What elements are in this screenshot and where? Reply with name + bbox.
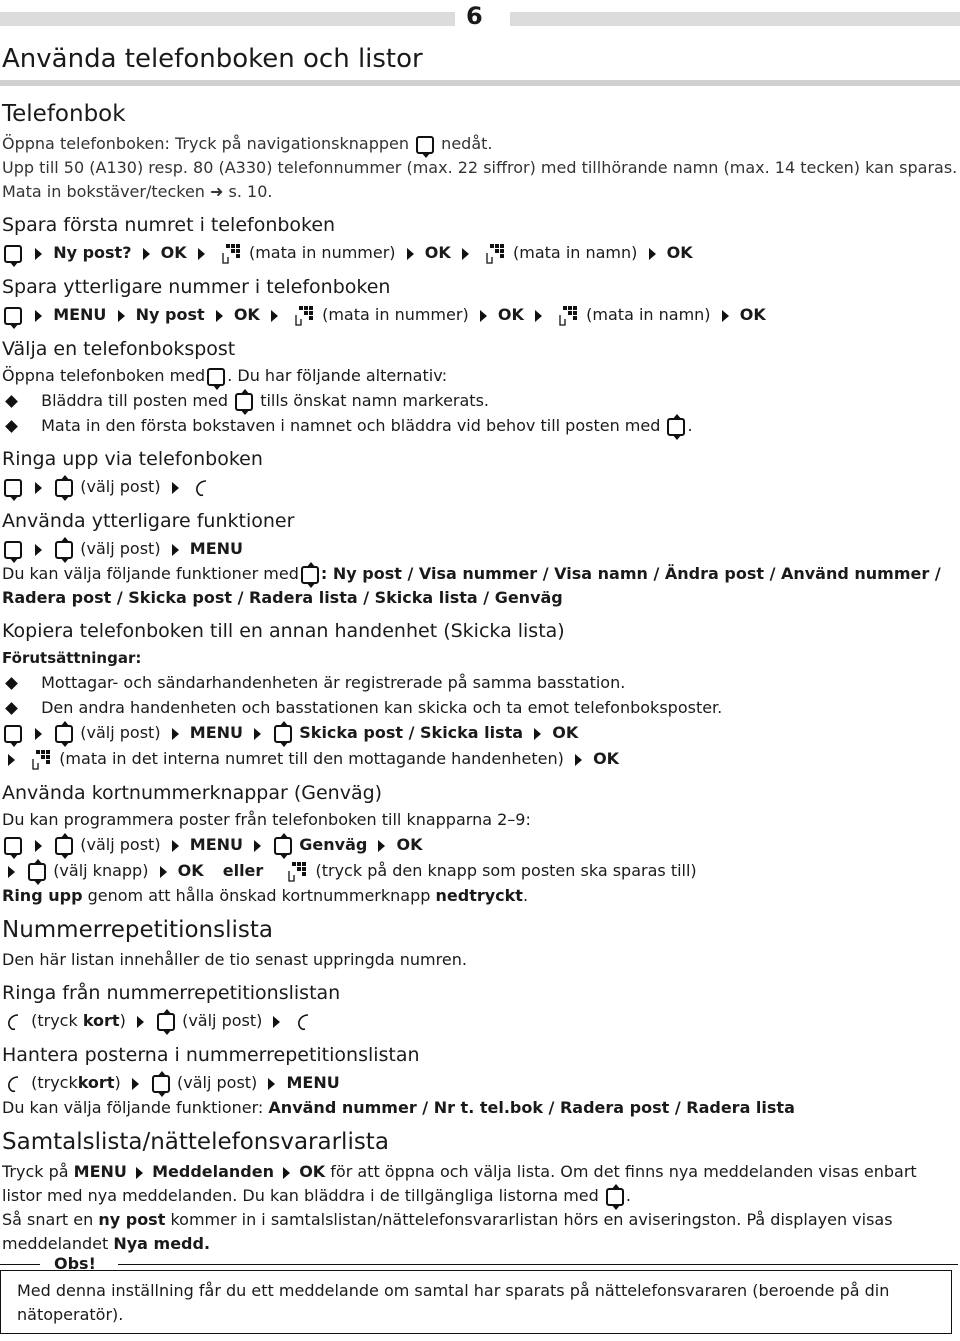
- nav-up-down-icon: [55, 837, 73, 855]
- ok-softkey: OK: [497, 305, 524, 324]
- nav-down-icon: [416, 136, 434, 154]
- heading-kopiera: Kopiera telefonboken till en annan handenhet (Skicka lista): [2, 620, 565, 642]
- nav-up-down-icon: [301, 566, 319, 584]
- step-arrow-icon: [534, 728, 541, 740]
- ringa-nr-sequence: [2, 1008, 960, 1034]
- step-arrow-icon: [35, 482, 42, 494]
- kopiera-bullet2: Den andra handenheten och basstationen kan skicka och ta emot telefonboksposter.: [41, 698, 723, 717]
- step-arrow-icon: [268, 1078, 275, 1090]
- telefonbok-line1: [2, 132, 960, 156]
- step-arrow-icon: [160, 866, 167, 878]
- section-nummerrep: [0, 916, 960, 972]
- funktioner-desc-list: : Ny post / Visa nummer / Visa namn / Ändra post / Använd nummer / Radera post / Skicka post / Radera lista / Skicka lista / Genväg: [2, 564, 941, 607]
- step-arrow-icon: [172, 840, 179, 852]
- kortnummer-ring: [2, 884, 960, 908]
- bullet-diamond-icon: [5, 702, 18, 715]
- nav-up-down-icon: [28, 863, 46, 881]
- step-arrow-icon: [254, 840, 261, 852]
- kopiera-sequence-1: [2, 720, 960, 746]
- step-arrow-icon: [172, 482, 179, 494]
- nav-up-down-icon: [606, 1188, 624, 1206]
- list-item: [2, 695, 960, 720]
- heading-telefonbok: Telefonbok: [2, 101, 126, 127]
- kort-label: kort: [77, 1073, 115, 1092]
- kopiera-forutsattningar: [2, 646, 960, 670]
- menu-softkey: MENU: [189, 539, 243, 558]
- ringa-sequence: [2, 474, 960, 500]
- step-arrow-icon: [535, 310, 542, 322]
- talk-key-icon: [6, 1012, 22, 1032]
- list-item: [2, 670, 960, 695]
- nav-down-icon: [207, 368, 225, 386]
- keypad-icon: [557, 305, 577, 327]
- tryck-text: (tryck: [31, 1073, 78, 1092]
- header-bar-right: [510, 12, 960, 26]
- nedtryckt-label: nedtryckt: [435, 886, 523, 905]
- kopiera-bullet1: Mottagar- och sändarhandenheten är registrerade på samma basstation.: [41, 673, 626, 692]
- step-arrow-icon: [143, 248, 150, 260]
- step-arrow-icon: [35, 728, 42, 740]
- section-kopiera: [0, 618, 960, 772]
- right-arrow-icon: ➜: [210, 182, 224, 201]
- spara-ytterligare-sequence: [2, 302, 960, 328]
- telefonbok-line1-tail: nedåt.: [441, 134, 493, 153]
- tryck-text: (tryck: [31, 1011, 78, 1030]
- ok-softkey: OK: [160, 243, 187, 262]
- step-arrow-icon: [575, 754, 582, 766]
- heading-hantera: Hantera posterna i nummerrepetitionslistan: [2, 1044, 420, 1066]
- mata-internt-text: (mata in det interna numret till den mottagande handenheten): [59, 749, 564, 768]
- valj-post-text: (välj post): [80, 477, 161, 496]
- section-spara-ytterligare: [0, 274, 960, 328]
- step-arrow-icon: [35, 248, 42, 260]
- talk-key-icon: [194, 478, 210, 498]
- menu-softkey: MENU: [53, 305, 107, 324]
- genvag-option: Genväg: [299, 835, 368, 854]
- ny-post-softkey: Ny post: [135, 305, 205, 324]
- hantera-desc-start: Du kan välja följande funktioner:: [2, 1098, 264, 1117]
- chapter-number: 6: [466, 2, 483, 30]
- kopiera-sequence-2: [2, 746, 960, 772]
- talk-key-icon: [296, 1012, 312, 1032]
- nav-up-down-icon: [55, 725, 73, 743]
- step-arrow-icon: [35, 544, 42, 556]
- close-paren: ): [114, 1073, 121, 1092]
- nav-down-icon: [4, 245, 22, 263]
- funktioner-desc: [2, 562, 960, 610]
- title-rule: [0, 80, 960, 86]
- ok-softkey: OK: [593, 749, 620, 768]
- funktioner-sequence: [2, 536, 960, 562]
- nav-up-down-icon: [274, 837, 292, 855]
- kortnummer-intro: Du kan programmera poster från telefonboken till knapparna 2–9:: [2, 810, 531, 829]
- note-rule-right: [118, 1264, 958, 1265]
- bullet-diamond-icon: [5, 395, 18, 408]
- ny-post-softkey: Ny post?: [53, 243, 132, 262]
- step-arrow-icon: [132, 1078, 139, 1090]
- step-arrow-icon: [118, 310, 125, 322]
- mata-namn-text: (mata in namn): [586, 305, 711, 324]
- menu-softkey: MENU: [189, 835, 243, 854]
- bullet-diamond-icon: [5, 420, 18, 433]
- telefonbok-line1-text: Öppna telefonboken: Tryck på navigationsknappen: [2, 134, 409, 153]
- heading-samtalslista: Samtalslista/nättelefonsvararlista: [2, 1129, 389, 1155]
- p1-end: .: [625, 1186, 631, 1205]
- step-arrow-icon: [137, 1016, 144, 1028]
- meddelanden-option: Meddelanden: [152, 1162, 274, 1181]
- mata-nummer-text: (mata in nummer): [248, 243, 396, 262]
- step-arrow-icon: [216, 310, 223, 322]
- step-arrow-icon: [271, 310, 278, 322]
- p1-a: Tryck på: [2, 1162, 69, 1181]
- spara-forsta-sequence: [2, 240, 960, 266]
- section-funktioner: [0, 508, 960, 610]
- step-arrow-icon: [273, 1016, 280, 1028]
- section-telefonbok: [0, 100, 960, 204]
- nav-up-down-icon: [274, 725, 292, 743]
- valja-bullet1: Bläddra till posten med: [41, 391, 229, 410]
- kort-label: kort: [82, 1011, 120, 1030]
- menu-softkey: MENU: [286, 1073, 340, 1092]
- talk-key-icon: [6, 1074, 22, 1094]
- ok-softkey: OK: [552, 723, 579, 742]
- section-ringa-nr: [0, 980, 960, 1034]
- hantera-desc: [2, 1096, 960, 1120]
- kortnummer-sequence-2: [2, 858, 960, 884]
- keypad-icon: [293, 305, 313, 327]
- hantera-sequence: [2, 1070, 960, 1096]
- nav-up-down-icon: [55, 479, 73, 497]
- nav-down-icon: [4, 307, 22, 325]
- valj-post-text: (välj post): [80, 539, 161, 558]
- menu-softkey: MENU: [73, 1162, 127, 1181]
- page-content: [0, 40, 960, 1264]
- step-arrow-icon: [35, 310, 42, 322]
- section-spara-forsta: [0, 212, 960, 266]
- step-arrow-icon: [283, 1167, 290, 1179]
- section-samtalslista: [0, 1128, 960, 1256]
- nav-up-down-icon: [235, 393, 253, 411]
- step-arrow-icon: [462, 248, 469, 260]
- nav-up-down-icon: [667, 418, 685, 436]
- ok-softkey: OK: [299, 1162, 326, 1181]
- ok-softkey: OK: [233, 305, 260, 324]
- valj-post-text: (välj post): [182, 1011, 263, 1030]
- list-item: [2, 413, 960, 438]
- telefonbok-line3-ref: s. 10.: [228, 182, 273, 201]
- ok-softkey: OK: [739, 305, 766, 324]
- keypad-icon: [220, 243, 240, 265]
- nav-up-down-icon: [152, 1075, 170, 1093]
- step-arrow-icon: [254, 728, 261, 740]
- heading-ringa-nr: Ringa från nummerrepetitionslistan: [2, 982, 341, 1004]
- step-arrow-icon: [378, 840, 385, 852]
- section-kortnummer: [0, 780, 960, 908]
- nav-down-icon: [4, 541, 22, 559]
- section-ringa: [0, 446, 960, 500]
- valja-bullet1-tail: tills önskat namn markerats.: [260, 391, 489, 410]
- valja-intro-tail: . Du har följande alternativ:: [227, 366, 448, 385]
- close-paren: ): [119, 1011, 126, 1030]
- ny-post-label: ny post: [98, 1210, 166, 1229]
- forutsattningar-label: Förutsättningar:: [2, 649, 142, 667]
- ok-softkey: OK: [396, 835, 423, 854]
- valja-intro: [2, 364, 960, 388]
- heading-spara-forsta: Spara första numret i telefonboken: [2, 214, 336, 236]
- valj-post-text: (välj post): [80, 723, 161, 742]
- keypad-icon: [484, 243, 504, 265]
- heading-kortnummer: Använda kortnummerknappar (Genväg): [2, 782, 383, 804]
- valj-post-text: (välj post): [80, 835, 161, 854]
- note-text: Med denna inställning får du ett meddelande om samtal har sparats på nättelefonsvararen (beroende på din nätoperatör).: [0, 1270, 952, 1334]
- heading-funktioner: Använda ytterligare funktioner: [2, 510, 295, 532]
- section-valja: [0, 336, 960, 438]
- heading-ringa: Ringa upp via telefonboken: [2, 448, 263, 470]
- funktioner-desc-start: Du kan välja följande funktioner med: [2, 564, 299, 583]
- p2-a: Så snart en: [2, 1210, 94, 1229]
- heading-valja: Välja en telefonbokspost: [2, 338, 236, 360]
- valja-intro-text: Öppna telefonboken med: [2, 366, 206, 385]
- ring-end-text: .: [522, 886, 529, 905]
- nya-medd-label: Nya medd.: [113, 1234, 211, 1253]
- keypad-icon: [30, 749, 50, 771]
- p1-b: för att öppna och välja lista. Om det finns nya meddelanden visas enbart listor med nya meddelanden. Du kan bläddra i de tillgängliga listorna med: [2, 1162, 917, 1205]
- ok-softkey: OK: [666, 243, 693, 262]
- nav-up-down-icon: [55, 541, 73, 559]
- samtalslista-p1: [2, 1160, 960, 1208]
- ring-upp-label: Ring upp: [2, 886, 83, 905]
- ok-softkey: OK: [424, 243, 451, 262]
- nav-down-icon: [4, 725, 22, 743]
- valj-post-text: (välj post): [177, 1073, 258, 1092]
- page-title: Använda telefonboken och listor: [2, 44, 423, 74]
- mata-namn-text: (mata in namn): [513, 243, 638, 262]
- nummerrep-desc: Den här listan innehåller de tio senast uppringda numren.: [2, 950, 467, 969]
- ring-mid-text: genom att hålla önskad kortnummerknapp: [87, 886, 431, 905]
- step-arrow-icon: [172, 544, 179, 556]
- nav-down-icon: [4, 837, 22, 855]
- tryck-text: (tryck på den knapp som posten ska sparas till): [315, 861, 697, 880]
- bullet-diamond-icon: [5, 677, 18, 690]
- header-bar-left: [0, 12, 455, 26]
- step-arrow-icon: [722, 310, 729, 322]
- heading-spara-ytterligare: Spara ytterligare nummer i telefonboken: [2, 276, 391, 298]
- hantera-desc-list: Använd nummer / Nr t. tel.bok / Radera post / Radera lista: [268, 1098, 795, 1117]
- step-arrow-icon: [8, 754, 15, 766]
- telefonbok-line2: Upp till 50 (A130) resp. 80 (A330) telefonnummer (max. 22 siffror) med tillhörande namn (max. 14 tecken) kan sparas.: [2, 158, 958, 177]
- note-label: Obs!: [54, 1254, 96, 1273]
- step-arrow-icon: [198, 248, 205, 260]
- valj-knapp-text: (välj knapp): [53, 861, 149, 880]
- step-arrow-icon: [172, 728, 179, 740]
- step-arrow-icon: [35, 840, 42, 852]
- eller-text: eller: [222, 861, 264, 880]
- mata-nummer-text: (mata in nummer): [322, 305, 469, 324]
- step-arrow-icon: [480, 310, 487, 322]
- nav-down-icon: [4, 479, 22, 497]
- step-arrow-icon: [407, 248, 414, 260]
- ok-softkey: OK: [177, 861, 204, 880]
- samtalslista-p2: [2, 1208, 960, 1256]
- note-rule-left: [0, 1264, 40, 1265]
- valja-bullet2-tail: .: [687, 416, 693, 435]
- menu-softkey: MENU: [189, 723, 243, 742]
- section-hantera: [0, 1042, 960, 1120]
- telefonbok-line3: [2, 180, 960, 204]
- skicka-options: Skicka post / Skicka lista: [299, 723, 524, 742]
- step-arrow-icon: [649, 248, 656, 260]
- nav-up-down-icon: [157, 1013, 175, 1031]
- step-arrow-icon: [8, 866, 15, 878]
- valja-bullet2: Mata in den första bokstaven i namnet och bläddra vid behov till posten med: [41, 416, 661, 435]
- telefonbok-line3-text: Mata in bokstäver/tecken: [2, 182, 205, 201]
- heading-nummerrep: Nummerrepetitionslista: [2, 917, 273, 943]
- kortnummer-sequence-1: [2, 832, 960, 858]
- list-item: [2, 388, 960, 413]
- keypad-icon: [286, 861, 306, 883]
- p2-b: kommer in i samtalslistan/nättelefonsvararlistan hörs en aviseringston. På displayen visas meddelandet: [2, 1210, 893, 1253]
- step-arrow-icon: [136, 1167, 143, 1179]
